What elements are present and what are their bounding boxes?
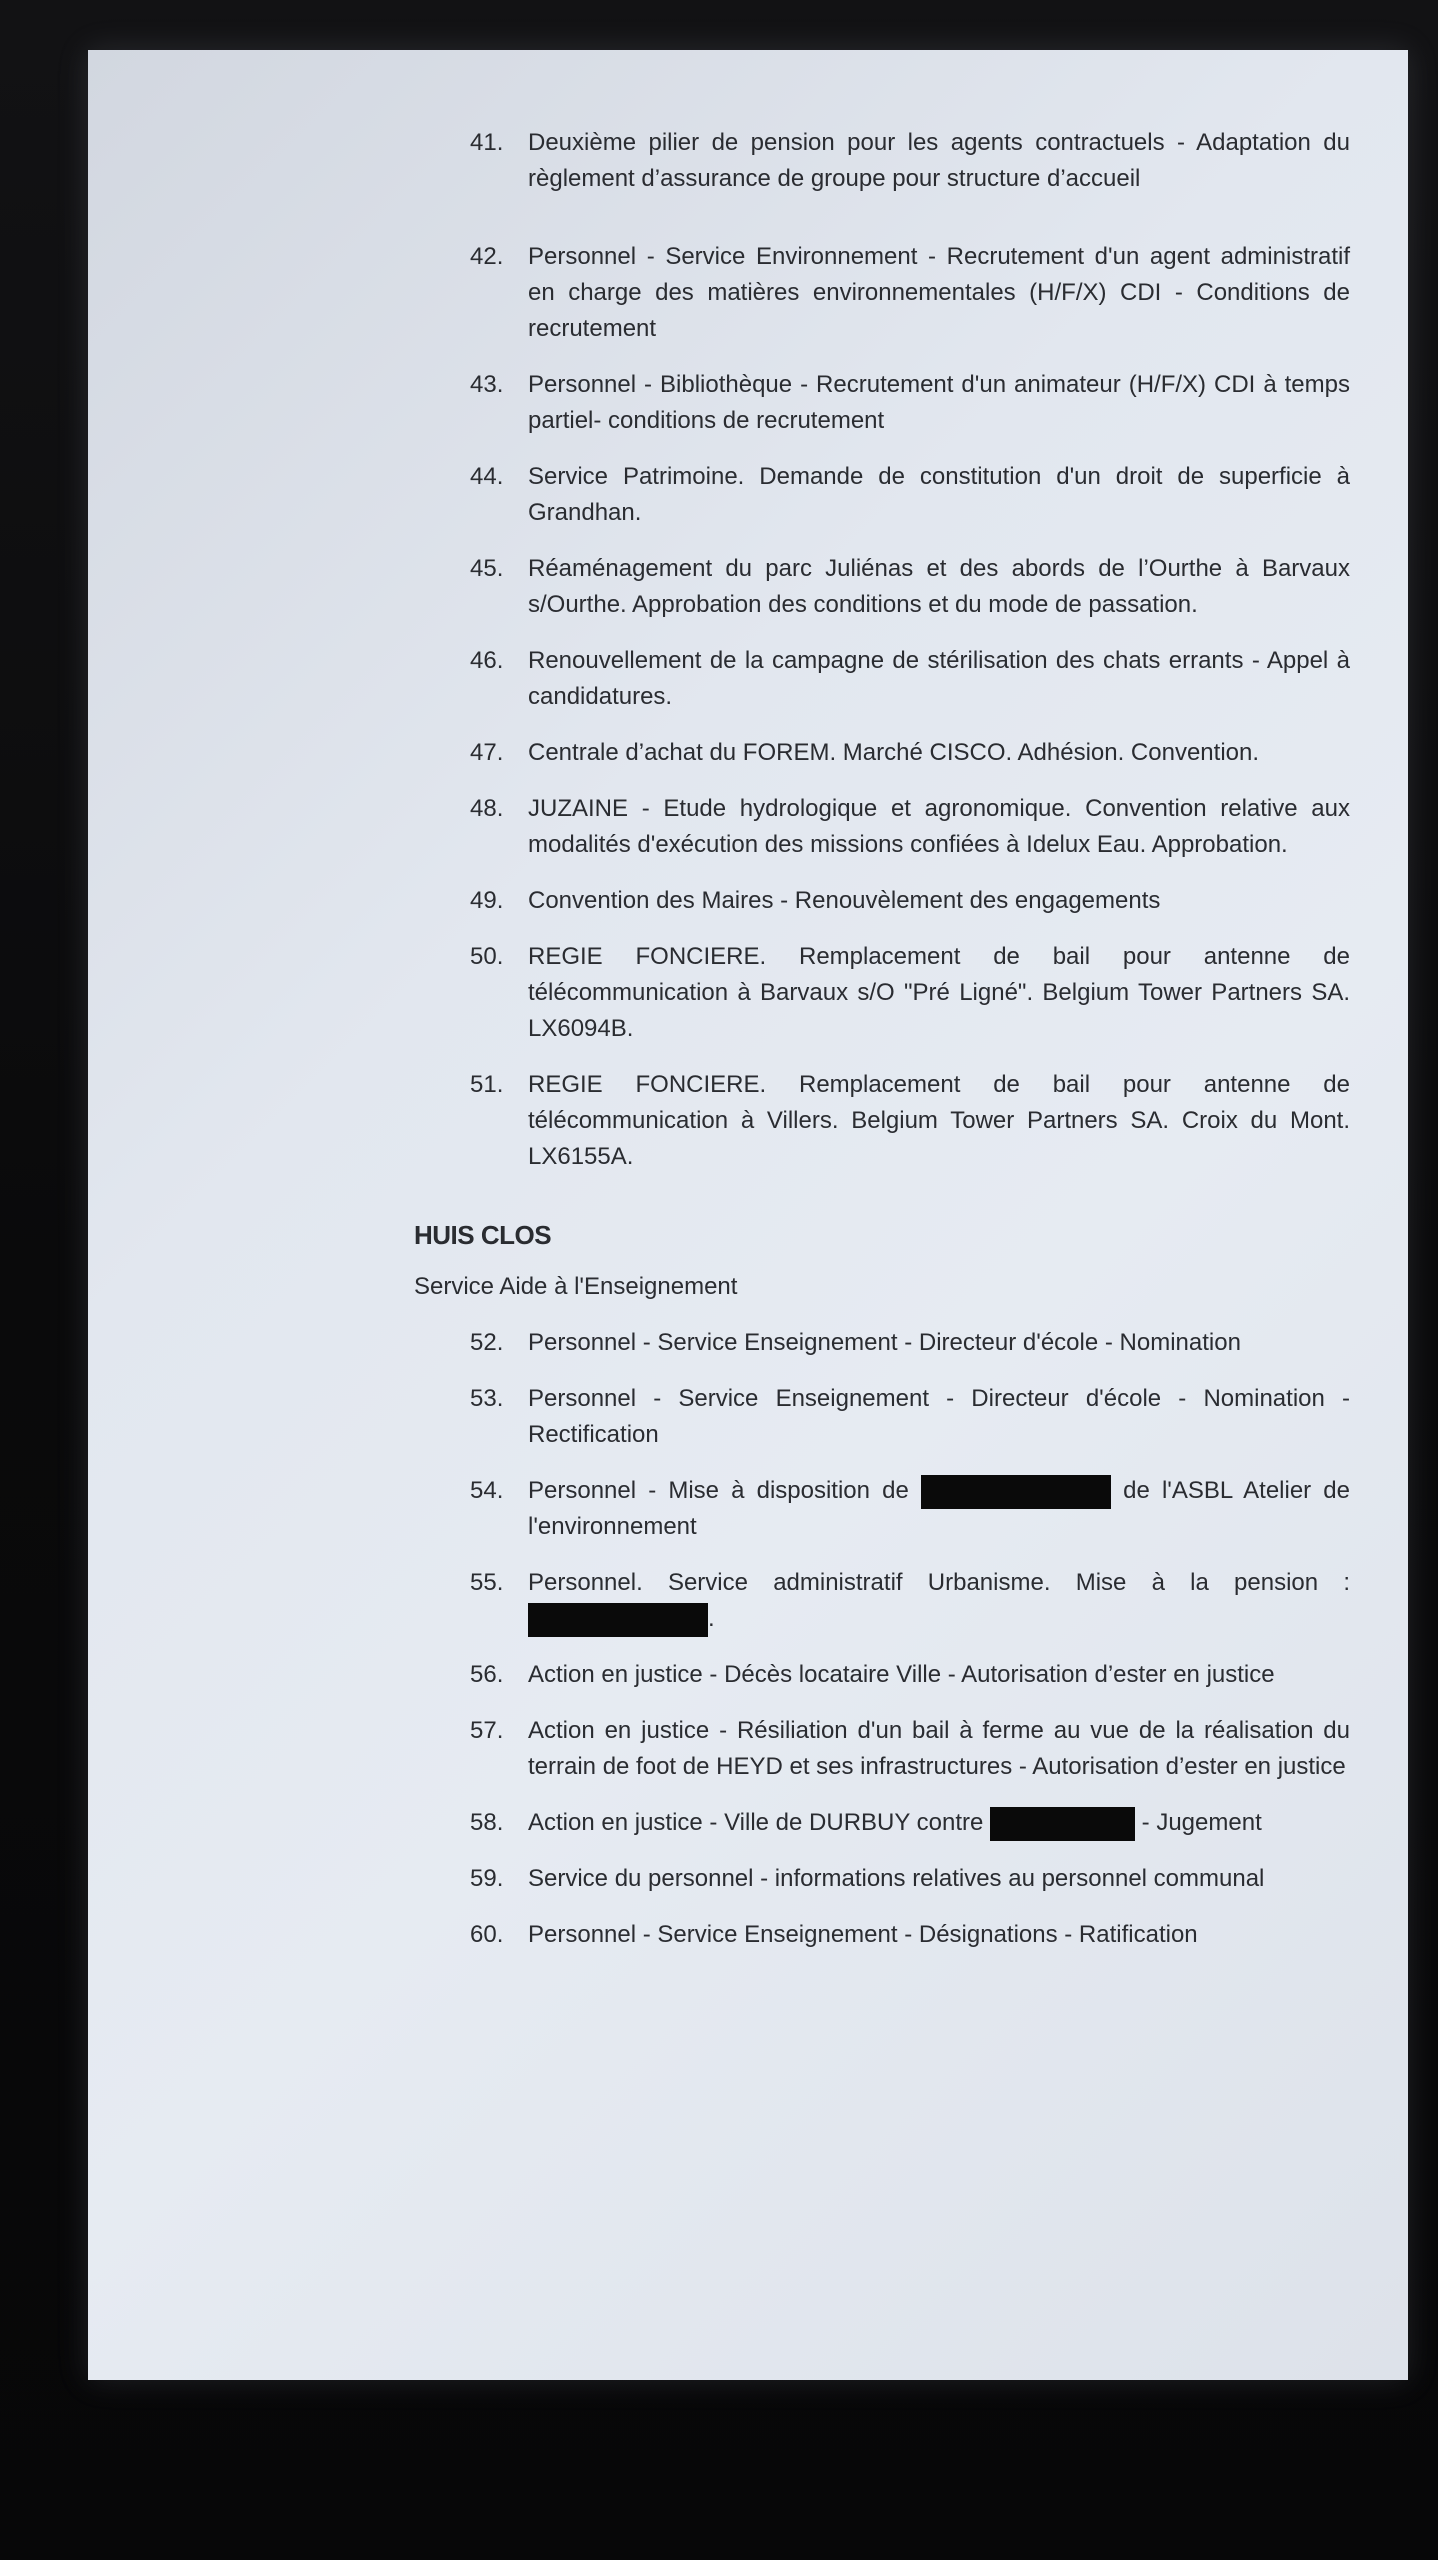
item-number: 51. bbox=[470, 1071, 504, 1098]
item-text: Personnel - Service Enseignement - Directeur d'école - Nomination - Rectification bbox=[528, 1385, 1350, 1448]
agenda-item-60 bbox=[470, 1917, 1350, 1953]
redacted-name-block bbox=[528, 1603, 708, 1637]
agenda-item-54 bbox=[470, 1473, 1350, 1545]
agenda-item-56 bbox=[470, 1657, 1350, 1693]
item-number: 54. bbox=[470, 1477, 504, 1504]
agenda-item-44 bbox=[470, 459, 1350, 531]
item-text-before: Personnel. Service administratif Urbanisme. Mise à la pension : bbox=[528, 1569, 1350, 1596]
item-number: 43. bbox=[470, 371, 504, 398]
item-text: JUZAINE - Etude hydrologique et agronomique. Convention relative aux modalités d'exécution des missions confiées à Idelux Eau. Approbation. bbox=[528, 795, 1350, 858]
item-number: 45. bbox=[470, 555, 504, 582]
item-number: 44. bbox=[470, 463, 504, 490]
item-text: Renouvellement de la campagne de stérilisation des chats errants - Appel à candidatures. bbox=[528, 647, 1350, 710]
item-text-before: Action en justice - Ville de DURBUY contre bbox=[528, 1809, 984, 1836]
item-text: Personnel - Service Environnement - Recrutement d'un agent administratif en charge des matières environnementales (H/F/X) CDI - Conditions de recrutement bbox=[528, 243, 1350, 342]
item-number: 56. bbox=[470, 1661, 504, 1688]
item-number: 46. bbox=[470, 647, 504, 674]
item-number: 57. bbox=[470, 1717, 504, 1744]
item-text: Personnel - Bibliothèque - Recrutement d'un animateur (H/F/X) CDI à temps partiel- conditions de recrutement bbox=[528, 371, 1350, 434]
item-text: Réaménagement du parc Juliénas et des abords de l’Ourthe à Barvaux s/Ourthe. Approbation des conditions et du mode de passation. bbox=[528, 555, 1350, 618]
item-number: 42. bbox=[470, 243, 504, 270]
agenda-item-59 bbox=[470, 1861, 1350, 1897]
agenda-item-53 bbox=[470, 1381, 1350, 1453]
agenda-item-41 bbox=[470, 125, 1350, 197]
agenda-item-51 bbox=[470, 1067, 1350, 1175]
agenda-item-52 bbox=[470, 1325, 1350, 1361]
item-text: Action en justice - Résiliation d'un bail à ferme au vue de la réalisation du terrain de foot de HEYD et ses infrastructures - Autorisation d’ester en justice bbox=[528, 1717, 1350, 1780]
item-text: Centrale d’achat du FOREM. Marché CISCO. Adhésion. Convention. bbox=[528, 739, 1260, 766]
item-number: 47. bbox=[470, 739, 504, 766]
agenda-item-57 bbox=[470, 1713, 1350, 1785]
item-text: Personnel - Service Enseignement - Désignations - Ratification bbox=[528, 1921, 1198, 1948]
item-text: Service Patrimoine. Demande de constitution d'un droit de superficie à Grandhan. bbox=[528, 463, 1350, 526]
item-number: 41. bbox=[470, 129, 504, 156]
document-screen bbox=[88, 50, 1408, 2380]
redacted-name-block bbox=[921, 1475, 1111, 1509]
agenda-item-49 bbox=[470, 883, 1350, 919]
item-text: Service du personnel - informations relatives au personnel communal bbox=[528, 1865, 1265, 1892]
section-subtitle: Service Aide à l'Enseignement bbox=[414, 1273, 738, 1300]
agenda-item-47 bbox=[470, 735, 1350, 771]
item-number: 52. bbox=[470, 1329, 504, 1356]
item-text-before: Personnel - Mise à disposition de bbox=[528, 1477, 909, 1504]
item-text: REGIE FONCIERE. Remplacement de bail pour antenne de télécommunication à Villers. Belgium Tower Partners SA. Croix du Mont. LX6155A. bbox=[528, 1071, 1350, 1170]
item-number: 59. bbox=[470, 1865, 504, 1892]
agenda-item-43 bbox=[470, 367, 1350, 439]
item-number: 49. bbox=[470, 887, 504, 914]
item-text-after: - Jugement bbox=[1141, 1809, 1262, 1836]
agenda-item-58 bbox=[470, 1805, 1350, 1841]
item-text-after: de l'ASBL Atelier de l'environnement bbox=[528, 1477, 1351, 1540]
item-text: Personnel - Service Enseignement - Directeur d'école - Nomination bbox=[528, 1329, 1241, 1356]
item-number: 58. bbox=[470, 1809, 504, 1836]
item-text: Action en justice - Décès locataire Ville - Autorisation d’ester en justice bbox=[528, 1661, 1275, 1688]
agenda-item-46 bbox=[470, 643, 1350, 715]
redacted-name-block bbox=[990, 1807, 1135, 1841]
item-number: 53. bbox=[470, 1385, 504, 1412]
item-text-after: . bbox=[708, 1605, 715, 1632]
item-number: 55. bbox=[470, 1569, 504, 1596]
agenda-item-42 bbox=[470, 239, 1350, 347]
item-text: REGIE FONCIERE. Remplacement de bail pour antenne de télécommunication à Barvaux s/O "Pré Ligné". Belgium Tower Partners SA. LX6094B. bbox=[528, 943, 1350, 1042]
item-number: 60. bbox=[470, 1921, 504, 1948]
agenda-item-50 bbox=[470, 939, 1350, 1047]
agenda-item-48 bbox=[470, 791, 1350, 863]
section-title: HUIS CLOS bbox=[414, 1220, 552, 1250]
agenda-item-55 bbox=[470, 1565, 1350, 1637]
item-text: Convention des Maires - Renouvèlement des engagements bbox=[528, 887, 1161, 914]
item-number: 50. bbox=[470, 943, 504, 970]
agenda-document bbox=[414, 125, 1351, 1973]
item-text: Deuxième pilier de pension pour les agents contractuels - Adaptation du règlement d’assurance de groupe pour structure d’accueil bbox=[528, 129, 1350, 192]
item-number: 48. bbox=[470, 795, 504, 822]
agenda-item-45 bbox=[470, 551, 1350, 623]
